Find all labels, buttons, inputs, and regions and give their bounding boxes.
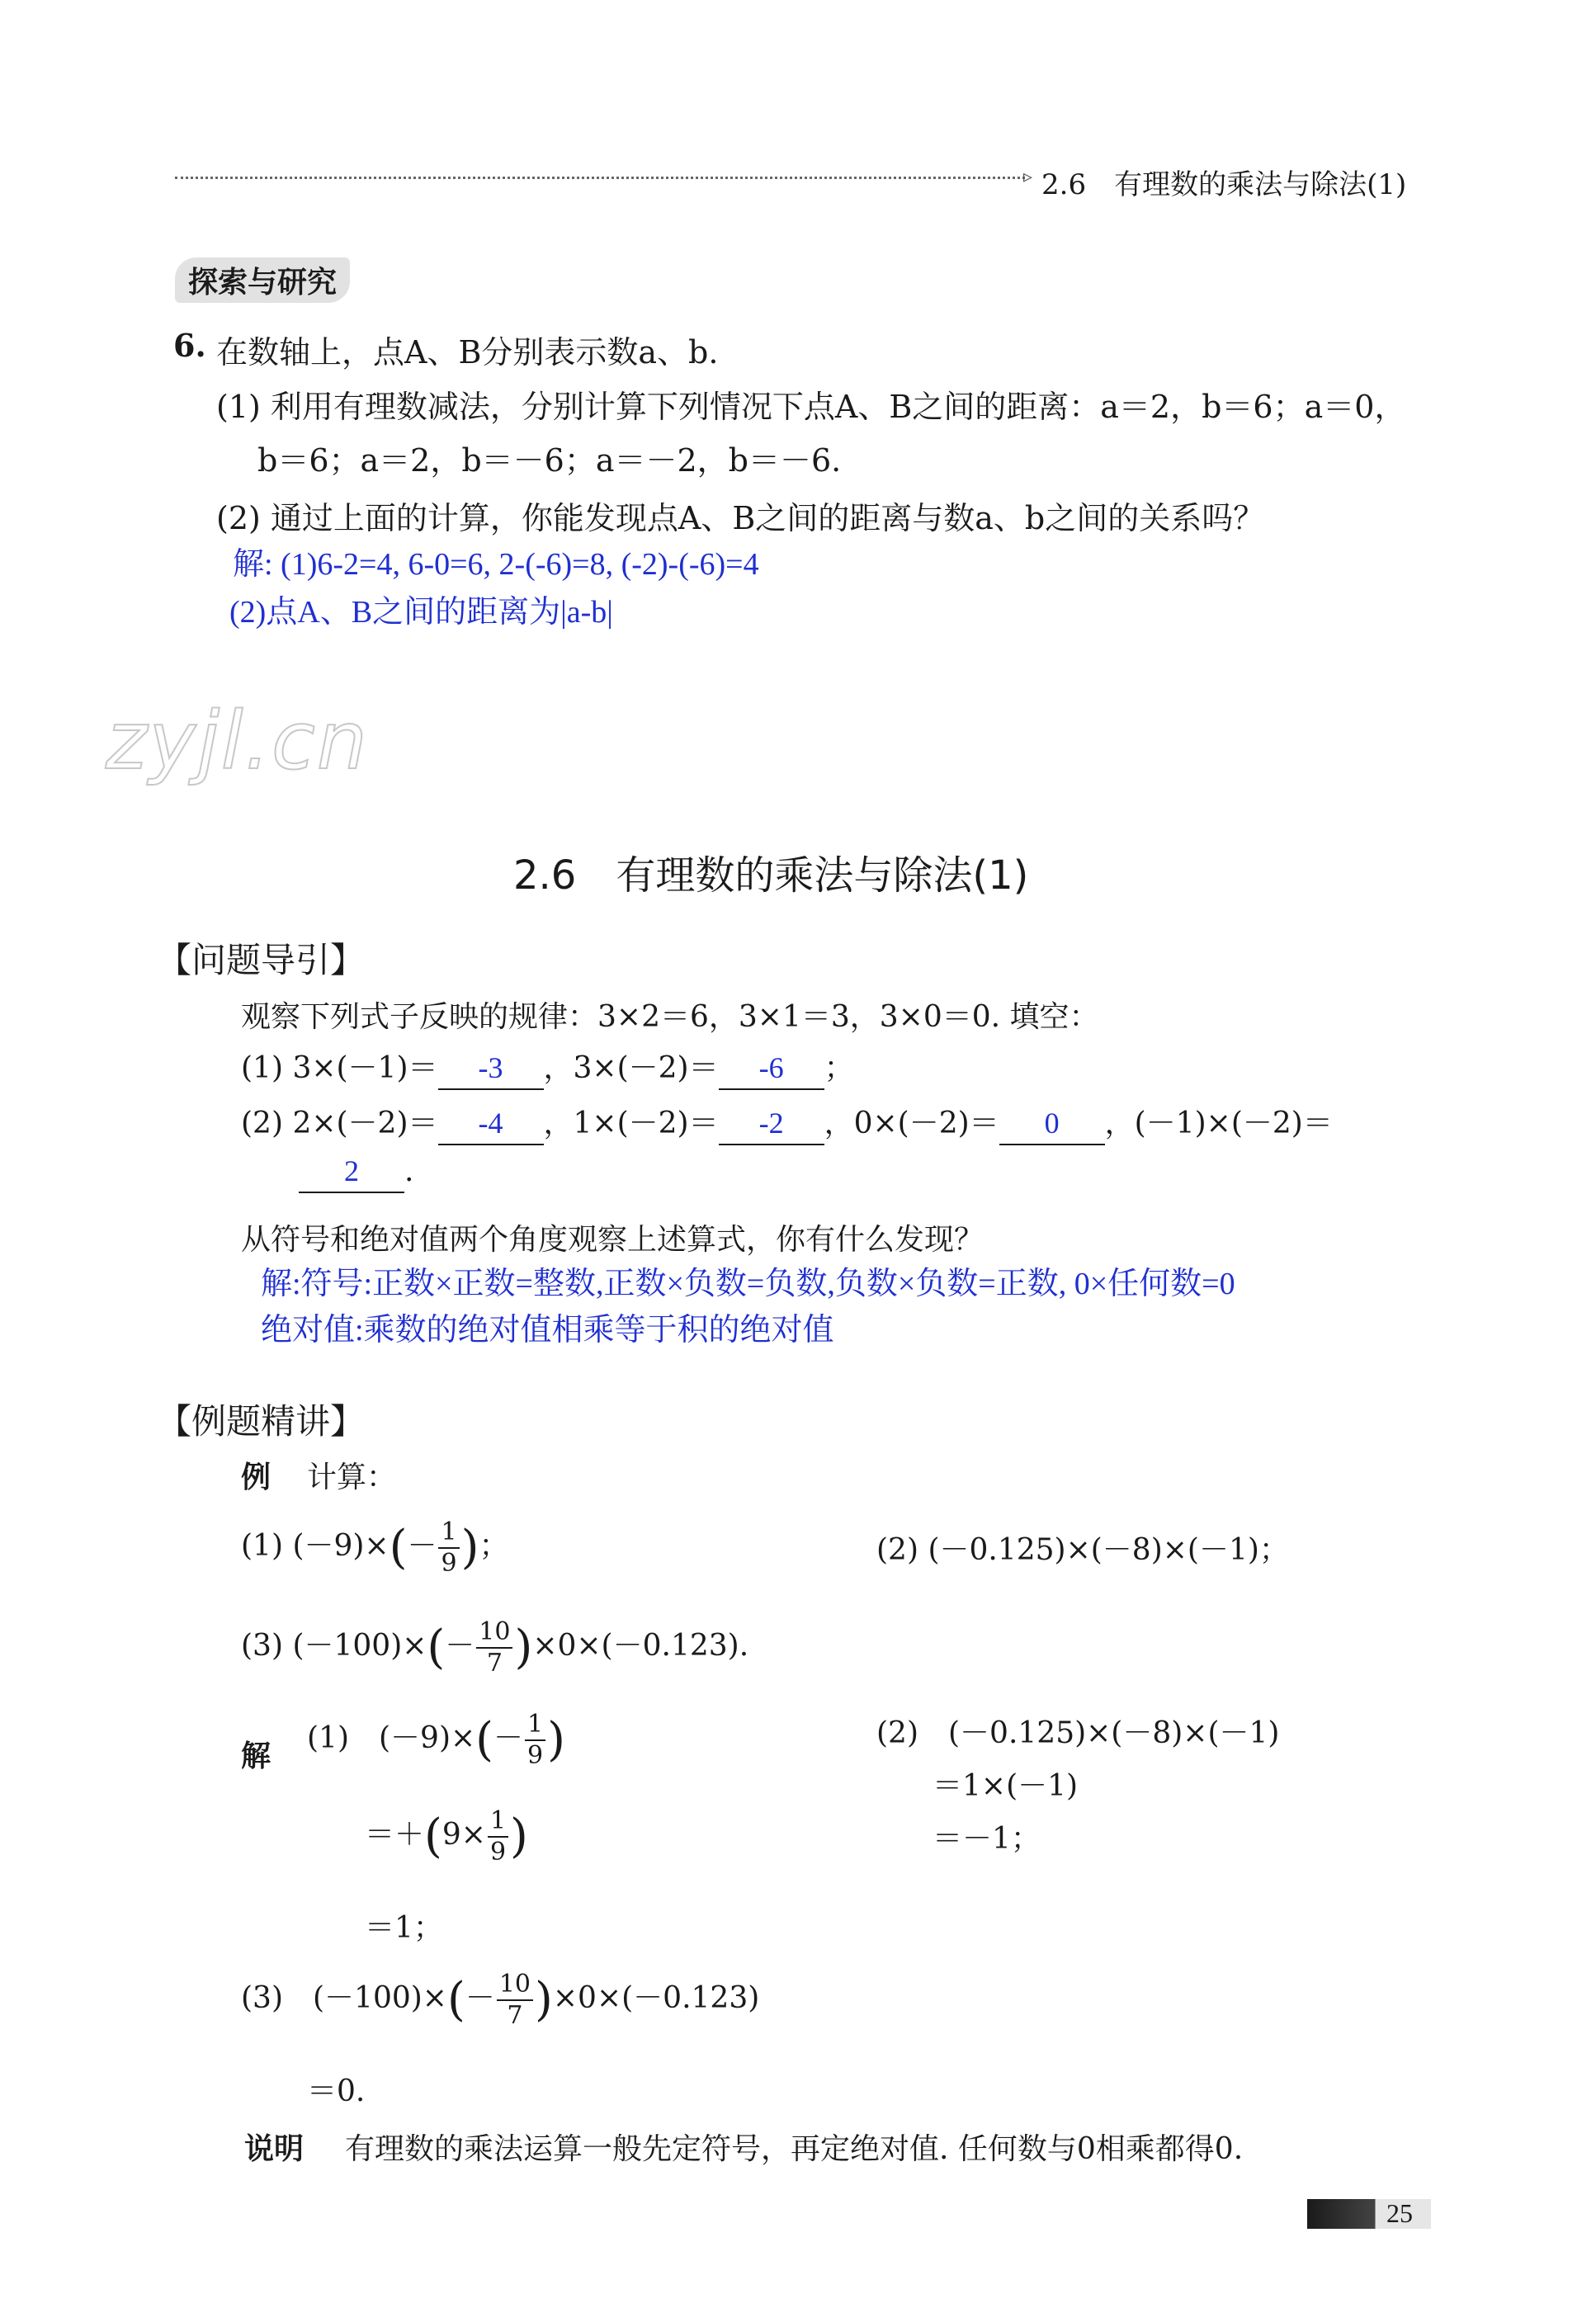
page-number: 25 — [1386, 2198, 1413, 2228]
question-part1-line1: (1) 利用有理数减法，分别计算下列情况下点A、B之间的距离：a＝2，b＝6；a＝0， — [216, 389, 1406, 425]
solution-1-line2: ＝＋(9× $\frac{1}{9}$ ) — [365, 1806, 528, 1867]
fraction — [438, 1517, 459, 1578]
numerator: 1 — [525, 1712, 545, 1741]
q3-expr: (3) (－100)× — [241, 1629, 427, 1663]
solution-3-line2: ＝0. — [307, 2074, 366, 2108]
denominator: 9 — [527, 1741, 544, 1770]
solution-1-line1: (1) (－9)×(－ $\frac{1}{9}$ ) — [307, 1710, 565, 1770]
header-section: 2.6 有理数的乘法与除法(1) — [1041, 168, 1407, 201]
example-heading: 【例题精讲】 — [157, 1401, 366, 1442]
guide-question: 从符号和绝对值两个角度观察上述算式，你有什么发现？ — [241, 1223, 985, 1257]
s3-expr: (3) (－100)× — [241, 1981, 447, 2015]
fill-answer: -4 — [478, 1107, 503, 1140]
guide-answer-2: 绝对值:乘数的绝对值相乘等于积的绝对值 — [261, 1313, 834, 1348]
denominator: 9 — [441, 1549, 457, 1578]
fill-blank[interactable] — [438, 1050, 544, 1090]
solution-3-line1: (3) (－100)×(－ $\frac{10}{7}$ )×0×(－0.123) — [241, 1970, 760, 2030]
fill-blank[interactable] — [999, 1106, 1105, 1145]
denominator: 7 — [507, 2001, 523, 2030]
q1-expr: (1) (－9)× — [241, 1529, 390, 1563]
solution-2-line2: ＝1×(－1) — [933, 1769, 1079, 1803]
fill-answer: 2 — [344, 1154, 359, 1187]
solution-2-line3: ＝－1； — [933, 1822, 1041, 1856]
watermark: zyjl.cn — [106, 695, 369, 787]
denominator: 9 — [489, 1838, 507, 1867]
row2-expr-c: ，0×(－2)＝ — [824, 1107, 999, 1140]
example-q3: (3) (－100)×(－ $\frac{10}{7}$ )×0×(－0.123). — [241, 1617, 749, 1678]
fill-answer: -2 — [758, 1107, 784, 1140]
numerator: 10 — [497, 1972, 533, 2001]
q1-minus: － — [407, 1529, 437, 1563]
row1-expr-b: ，3×(－2)＝ — [543, 1051, 719, 1085]
question-number: 6. — [173, 327, 206, 364]
section-title: 2.6 有理数的乘法与除法(1) — [513, 852, 1029, 899]
guide-heading: 【问题导引】 — [157, 940, 366, 980]
note-text: 有理数的乘法运算一般先定符号，再定绝对值. 任何数与0相乘都得0. — [345, 2132, 1244, 2166]
row3-end: . — [404, 1154, 414, 1188]
question-part2: (2) 通过上面的计算，你能发现点A、B之间的距离与数a、b之间的关系吗？ — [216, 500, 1265, 536]
s3-minus: － — [465, 1981, 495, 2015]
row2-expr-d: ，(－1)×(－2)＝ — [1104, 1107, 1333, 1140]
guide-row-2 — [241, 1100, 1333, 1145]
fill-blank[interactable] — [719, 1106, 824, 1145]
s1-minus: － — [493, 1721, 524, 1755]
s1-plus: ＝＋ — [365, 1818, 425, 1852]
question-part1-line2: b＝6；a＝2，b＝－6；a＝－2，b＝－6. — [257, 442, 842, 479]
explore-answer-2: (2)点A、B之间的距离为|a-b| — [229, 595, 613, 630]
question-text: 在数轴上，点A、B分别表示数a、b. — [216, 334, 719, 371]
solution-label: 解 — [241, 1739, 272, 1773]
guide-answer-1: 解:符号:正数×正数=整数,正数×负数=负数,负数×负数=正数, 0×任何数=0 — [261, 1267, 1235, 1301]
fill-answer: -3 — [478, 1051, 503, 1084]
fill-answer: -6 — [758, 1051, 784, 1084]
numerator: 1 — [438, 1520, 459, 1549]
q3-minus: － — [445, 1629, 475, 1663]
explore-badge: 探索与研究 — [175, 257, 350, 303]
fraction — [476, 1617, 512, 1678]
guide-row-1 — [241, 1045, 854, 1090]
header-dotted-rule — [175, 177, 1025, 179]
note-label: 说明 — [244, 2131, 305, 2166]
fraction — [488, 1806, 508, 1867]
fraction — [525, 1712, 545, 1768]
s1-expr2: 9× — [441, 1818, 486, 1852]
fill-answer: 0 — [1044, 1107, 1060, 1140]
example-task: 计算： — [307, 1461, 397, 1494]
solution-2-line1: (2) (－0.125)×(－8)×(－1) — [876, 1716, 1280, 1750]
example-q2: (2) (－0.125)×(－8)×(－1)； — [876, 1533, 1289, 1567]
denominator: 7 — [486, 1649, 503, 1678]
s3-end: ×0×(－0.123) — [552, 1981, 760, 2015]
s1-expr: (1) (－9)× — [307, 1721, 476, 1755]
explore-answer-1: 解: (1)6-2=4, 6-0=6, 2-(-6)=8, (-2)-(-6)=4 — [233, 547, 759, 582]
fill-blank[interactable] — [438, 1106, 544, 1145]
header-arrow-icon: ▹ — [1023, 167, 1033, 187]
numerator: 10 — [476, 1620, 512, 1649]
row2-expr-a: (2) 2×(－2)＝ — [241, 1107, 438, 1140]
row1-expr-c: ； — [824, 1051, 854, 1085]
fill-blank[interactable] — [719, 1050, 824, 1090]
q1-end: ； — [479, 1529, 509, 1563]
q3-end: ×0×(－0.123). — [532, 1629, 749, 1663]
row2-expr-b: ，1×(－2)＝ — [543, 1107, 719, 1140]
example-label: 例 — [241, 1460, 272, 1494]
fraction — [497, 1972, 533, 2028]
numerator: 1 — [488, 1809, 508, 1838]
guide-row-3 — [299, 1154, 413, 1193]
fill-blank[interactable] — [299, 1154, 404, 1193]
solution-1-line3: ＝1； — [365, 1911, 443, 1945]
row1-expr-a: (1) 3×(－1)＝ — [241, 1051, 438, 1085]
example-q1: (1) (－9)×(－ $\frac{1}{9}$ )； — [241, 1517, 509, 1578]
guide-intro: 观察下列式子反映的规律：3×2＝6，3×1＝3，3×0＝0. 填空： — [241, 1000, 1099, 1034]
